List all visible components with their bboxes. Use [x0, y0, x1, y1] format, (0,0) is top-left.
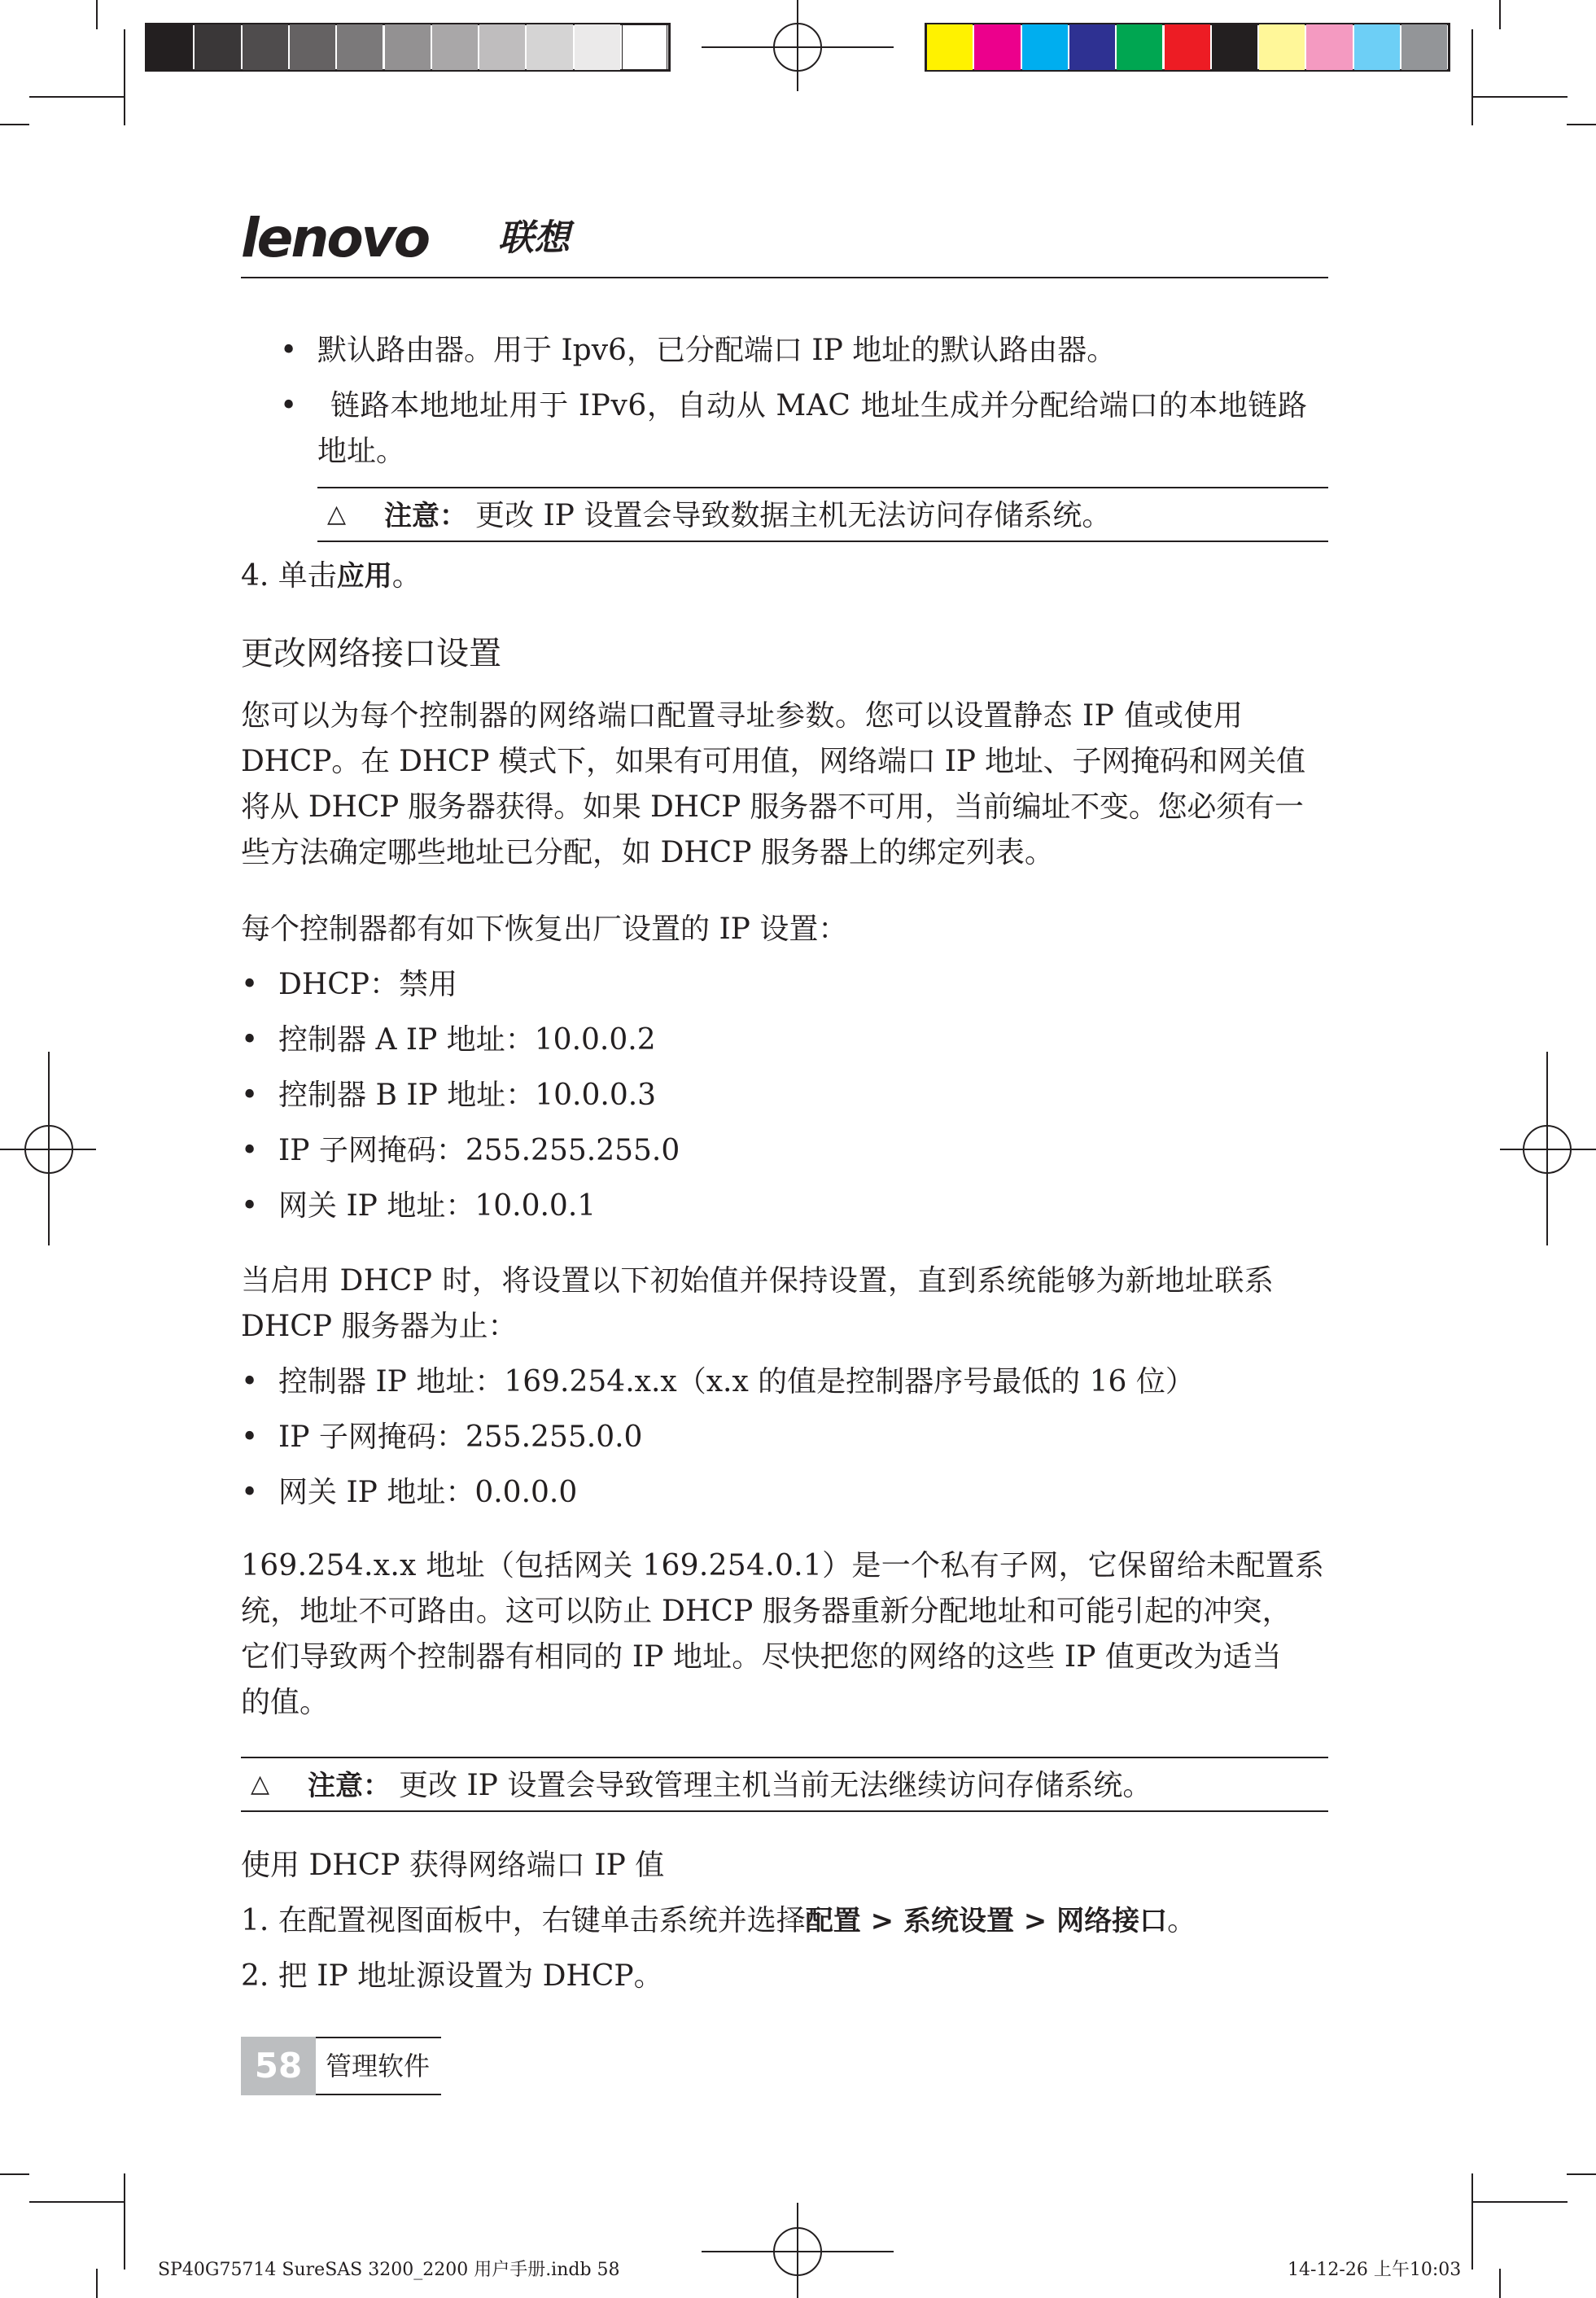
- color-swatch: [1117, 24, 1162, 70]
- factory-item-1: DHCP：禁用: [278, 968, 458, 1001]
- bullet-dot: •: [241, 1079, 259, 1112]
- color-swatch: [974, 24, 1020, 70]
- crop-mark: [1499, 0, 1501, 29]
- caution-icon: △: [251, 1770, 270, 1798]
- para1-line4: 些方法确定哪些地址已分配，如 DHCP 服务器上的绑定列表。: [241, 836, 1054, 869]
- color-swatch: [927, 24, 973, 70]
- step-1-suffix: 。: [1167, 1904, 1197, 1937]
- para4-line2: 统，地址不可路由。这可以防止 DHCP 服务器重新分配地址和可能引起的冲突，: [241, 1595, 1292, 1628]
- step-4-prefix: 4. 单击: [241, 559, 337, 593]
- para4-line1: 169.254.x.x 地址（包括网关 169.254.0.1）是一个私有子网，它保留给未配置系: [241, 1549, 1325, 1582]
- procedure-step-1: [241, 1898, 1196, 1944]
- section-title: 更改网络接口设置: [241, 635, 501, 672]
- dhcp-item-3: 网关 IP 地址：0.0.0.0: [278, 1476, 578, 1509]
- para4-line3: 它们导致两个控制器有相同的 IP 地址。尽快把您的网络的这些 IP 值更改为适当: [241, 1640, 1282, 1674]
- bullet-dot: •: [241, 1134, 259, 1167]
- crop-mark: [1471, 2201, 1568, 2203]
- registration-mark: [797, 2203, 798, 2298]
- dhcp-item-2: IP 子网掩码：255.255.0.0: [278, 1420, 643, 1454]
- para1-line1: 您可以为每个控制器的网络端口配置寻址参数。您可以设置静态 IP 值或使用: [241, 699, 1244, 733]
- procedure-title: 使用 DHCP 获得网络端口 IP 值: [241, 1849, 665, 1882]
- crop-mark: [1499, 2269, 1501, 2298]
- crop-mark: [29, 96, 125, 98]
- crop-mark: [29, 2201, 125, 2203]
- registration-mark: [1546, 1052, 1548, 1245]
- color-swatch: [479, 24, 525, 70]
- color-swatch: [622, 24, 667, 70]
- page-number: 58: [241, 2037, 316, 2095]
- print-slug-right: 14-12-26 上午10:03: [1288, 2260, 1462, 2280]
- print-slug-left: SP40G75714 SureSAS 3200_2200 用户手册.indb 58: [158, 2260, 620, 2280]
- step-1-bold: 配置 > 系统设置 > 网络接口: [805, 1905, 1168, 1937]
- color-swatch: [1259, 24, 1305, 70]
- dhcp-item-1: 控制器 IP 地址：169.254.x.x（x.x 的值是控制器序号最低的 16 位）: [278, 1365, 1195, 1398]
- crop-mark: [0, 2173, 29, 2175]
- para3-line1: 当启用 DHCP 时，将设置以下初始值并保持设置，直到系统能够为新地址联系: [241, 1264, 1275, 1298]
- intro-bullet-2-cont: 地址。: [317, 435, 406, 468]
- crop-mark: [1567, 2173, 1596, 2175]
- note-text: 更改 IP 设置会导致管理主机当前无法继续访问存储系统。: [399, 1769, 1152, 1802]
- lenovo-logo: lenovo: [241, 207, 429, 269]
- note-rule-bottom: [241, 1810, 1328, 1812]
- note-rule-top: [241, 1757, 1328, 1758]
- color-swatch: [1022, 24, 1068, 70]
- color-swatch: [1165, 24, 1210, 70]
- bullet-dot: •: [241, 1476, 259, 1509]
- note-text: 更改 IP 设置会导致数据主机无法访问存储系统。: [475, 499, 1112, 532]
- color-swatch: [290, 24, 335, 70]
- intro-bullet-1: 默认路由器。用于 Ipv6，已分配端口 IP 地址的默认路由器。: [317, 334, 1117, 367]
- color-swatch: [195, 24, 240, 70]
- para1-line2: DHCP。在 DHCP 模式下，如果有可用值，网络端口 IP 地址、子网掩码和网关值: [241, 745, 1305, 778]
- note-rule-bottom: [317, 541, 1328, 542]
- para1-line3: 将从 DHCP 服务器获得。如果 DHCP 服务器不可用，当前编址不变。您必须有一: [241, 790, 1304, 824]
- bullet-dot: •: [241, 1420, 259, 1454]
- bullet-dot: •: [280, 389, 298, 422]
- crop-mark: [124, 2173, 125, 2270]
- page-section-rule: [316, 2094, 441, 2095]
- crop-mark: [1471, 2173, 1473, 2270]
- factory-item-4: IP 子网掩码：255.255.255.0: [278, 1134, 680, 1167]
- color-swatch: [147, 24, 193, 70]
- page-section-label: 管理软件: [326, 2051, 431, 2081]
- bullet-dot: •: [241, 968, 259, 1001]
- color-swatch: [385, 24, 431, 70]
- crop-mark: [1471, 96, 1568, 98]
- caution-icon: △: [327, 500, 347, 528]
- note-rule-top: [317, 487, 1328, 488]
- crop-mark: [1567, 124, 1596, 125]
- bullet-dot: •: [280, 334, 298, 367]
- color-swatch: [527, 24, 572, 70]
- para3-line2: DHCP 服务器为止：: [241, 1310, 518, 1343]
- bullet-dot: •: [241, 1189, 259, 1223]
- crop-mark: [1471, 29, 1473, 125]
- header-rule: [241, 277, 1328, 278]
- note-label: 注意：: [384, 500, 467, 532]
- procedure-step-2: 2. 把 IP 地址源设置为 DHCP。: [241, 1959, 663, 1993]
- step-4-bold: 应用: [336, 560, 392, 593]
- bullet-dot: •: [241, 1023, 259, 1057]
- registration-mark: [797, 0, 798, 91]
- color-swatch: [1306, 24, 1352, 70]
- step-4: [241, 554, 422, 599]
- factory-item-5: 网关 IP 地址：10.0.0.1: [278, 1189, 597, 1223]
- crop-mark: [96, 0, 98, 29]
- step-4-suffix: 。: [391, 559, 422, 593]
- step-1-prefix: 1. 在配置视图面板中，右键单击系统并选择: [241, 1904, 806, 1937]
- note-label: 注意：: [308, 1770, 391, 1802]
- crop-mark: [96, 2269, 98, 2298]
- crop-mark: [0, 124, 29, 125]
- para4-line4: 的值。: [241, 1686, 330, 1719]
- color-swatch: [432, 24, 478, 70]
- factory-item-2: 控制器 A IP 地址：10.0.0.2: [278, 1023, 656, 1057]
- registration-mark: [1500, 1149, 1596, 1150]
- crop-mark: [124, 29, 125, 125]
- factory-item-3: 控制器 B IP 地址：10.0.0.3: [278, 1079, 657, 1112]
- bullet-dot: •: [241, 1365, 259, 1398]
- intro-bullet-2: 链路本地地址用于 IPv6，自动从 MAC 地址生成并分配给端口的本地链路: [330, 389, 1308, 422]
- color-swatch: [1401, 24, 1447, 70]
- para2: 每个控制器都有如下恢复出厂设置的 IP 设置：: [241, 913, 848, 946]
- color-swatch: [1354, 24, 1400, 70]
- lenovo-logo-cn: 联想: [498, 217, 570, 259]
- color-swatch: [575, 24, 620, 70]
- color-swatch: [1069, 24, 1115, 70]
- color-swatch: [1212, 24, 1257, 70]
- registration-mark: [48, 1052, 50, 1245]
- color-swatch: [337, 24, 383, 70]
- color-swatch: [243, 24, 288, 70]
